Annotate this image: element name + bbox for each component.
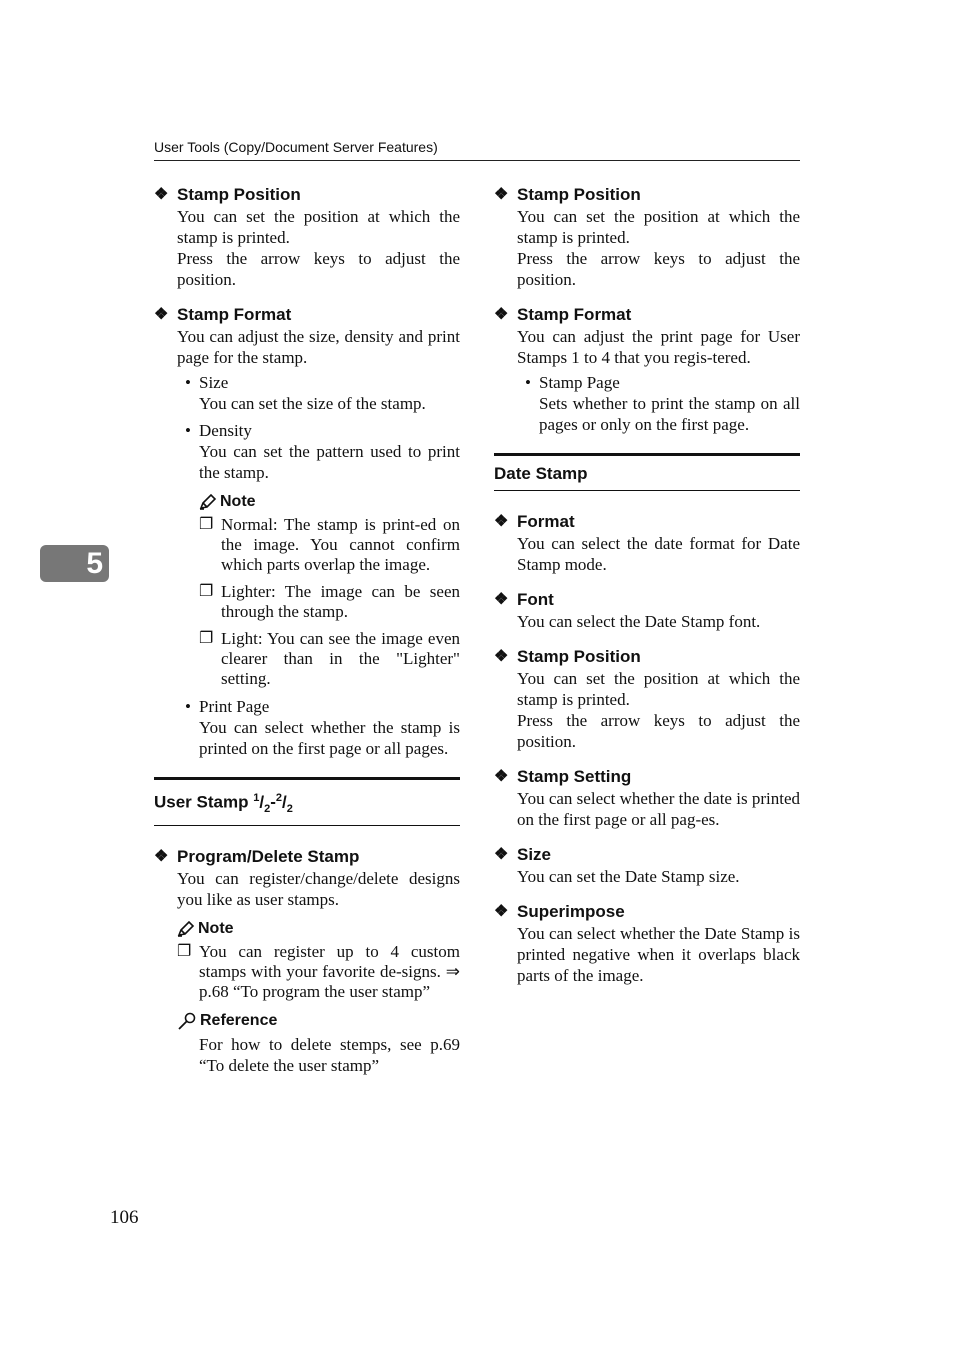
section-body: You can select whether the date is printed on the first page or all pag-es. (517, 789, 800, 829)
pencil-icon (177, 921, 195, 937)
checkbox-icon: ❐ (199, 630, 214, 647)
list-item: • Stamp Page Sets whether to print the stamp on all pages or only on the first page. (525, 373, 800, 434)
chapter-tab: 5 (40, 545, 109, 582)
reference-heading: Reference (177, 1012, 460, 1030)
note-heading: Note (199, 493, 460, 511)
section-title: Size (517, 845, 552, 864)
diamond-icon: ❖ (494, 846, 509, 863)
section-title: Stamp Format (517, 305, 632, 324)
diamond-icon: ❖ (494, 306, 509, 323)
section-title: Stamp Setting (517, 767, 632, 786)
diamond-icon: ❖ (494, 513, 509, 530)
list-item: • Size You can set the size of the stamp. (185, 373, 426, 413)
section-body: You can register/change/delete designs you like as user stamps. (177, 869, 460, 910)
note-item: ❐ Light: You can see the image even clearer than in the "Lighter" setting. (199, 629, 460, 688)
section-title: Stamp Format (177, 305, 292, 324)
section-title: Program/Delete Stamp (177, 847, 360, 867)
left-column (154, 184, 460, 1090)
section-body: You can set the position at which the stamp is printed. (517, 207, 800, 247)
list-item: • Density You can set the pattern used to print the stamp. (185, 421, 460, 482)
section-format (494, 511, 800, 575)
section-size (494, 844, 800, 887)
section-body: You can adjust the print page for User Stamps 1 to 4 that you regis-tered. (517, 327, 800, 367)
section-body: You can set the Date Stamp size. (517, 867, 740, 886)
section-title: Format (517, 512, 575, 531)
section-title: Superimpose (517, 902, 625, 921)
section-body: You can adjust the size, density and print page for the stamp. (177, 327, 460, 367)
section-date-stamp-position (494, 646, 800, 752)
section-body: Press the arrow keys to adjust the position. (177, 249, 460, 289)
page-number: 106 (110, 1207, 139, 1228)
right-column (494, 184, 800, 1000)
user-stamp-heading: User Stamp $^1/_2-^2/_2$ (154, 777, 460, 826)
section-title: Stamp Position (177, 185, 301, 204)
diamond-icon: ❖ (494, 591, 509, 608)
reference-text: For how to delete stemps, see p.69 “To delete the user stamp” (199, 1035, 460, 1076)
list-item: • Print Page You can select whether the stamp is printed on the first page or all pages. (185, 697, 460, 758)
section-body: You can set the position at which the stamp is printed. (517, 669, 800, 709)
diamond-icon: ❖ (494, 648, 509, 665)
diamond-icon: ❖ (494, 903, 509, 920)
date-stamp-heading: Date Stamp (494, 453, 800, 491)
diamond-icon: ❖ (154, 848, 169, 866)
diamond-icon: ❖ (154, 306, 169, 323)
note-item: ❐ You can register up to 4 custom stamps with your favorite de-signs. ⇒ p.68 “To program the user stamp” (177, 942, 460, 1002)
checkbox-icon: ❐ (177, 943, 192, 961)
section-superimpose (494, 901, 800, 986)
diamond-icon: ❖ (494, 768, 509, 785)
section-body: You can select the date format for Date Stamp mode. (517, 534, 800, 574)
section-title: Stamp Position (517, 185, 641, 204)
section-stamp-position (494, 184, 800, 290)
checkbox-icon: ❐ (199, 583, 214, 600)
note-heading: Note (177, 920, 460, 938)
key-icon (177, 1012, 197, 1030)
section-title: Font (517, 590, 554, 609)
section-body: You can select the Date Stamp font. (517, 612, 761, 631)
section-body: Press the arrow keys to adjust the position. (517, 249, 800, 289)
section-title: Stamp Position (517, 647, 641, 666)
section-body: Press the arrow keys to adjust the position. (517, 711, 800, 751)
note-item: ❐ Normal: The stamp is print-ed on the image. You cannot confirm which parts overlap the image. (199, 515, 460, 574)
section-body: You can select whether the Date Stamp is printed negative when it overlaps black parts of the image. (517, 924, 800, 985)
section-stamp-format (154, 304, 460, 759)
section-stamp-setting (494, 766, 800, 830)
section-stamp-position (154, 184, 460, 290)
section-body: You can set the position at which the stamp is printed. (177, 207, 460, 247)
diamond-icon: ❖ (494, 186, 509, 203)
section-font (494, 589, 800, 632)
diamond-icon: ❖ (154, 186, 169, 203)
checkbox-icon: ❐ (199, 516, 214, 533)
pencil-icon (199, 494, 217, 510)
section-stamp-format (494, 304, 800, 435)
running-header: User Tools (Copy/Document Server Features) (154, 138, 800, 161)
section-program-delete-stamp (154, 846, 460, 1076)
note-item: ❐ Lighter: The image can be seen through the stamp. (199, 582, 460, 621)
